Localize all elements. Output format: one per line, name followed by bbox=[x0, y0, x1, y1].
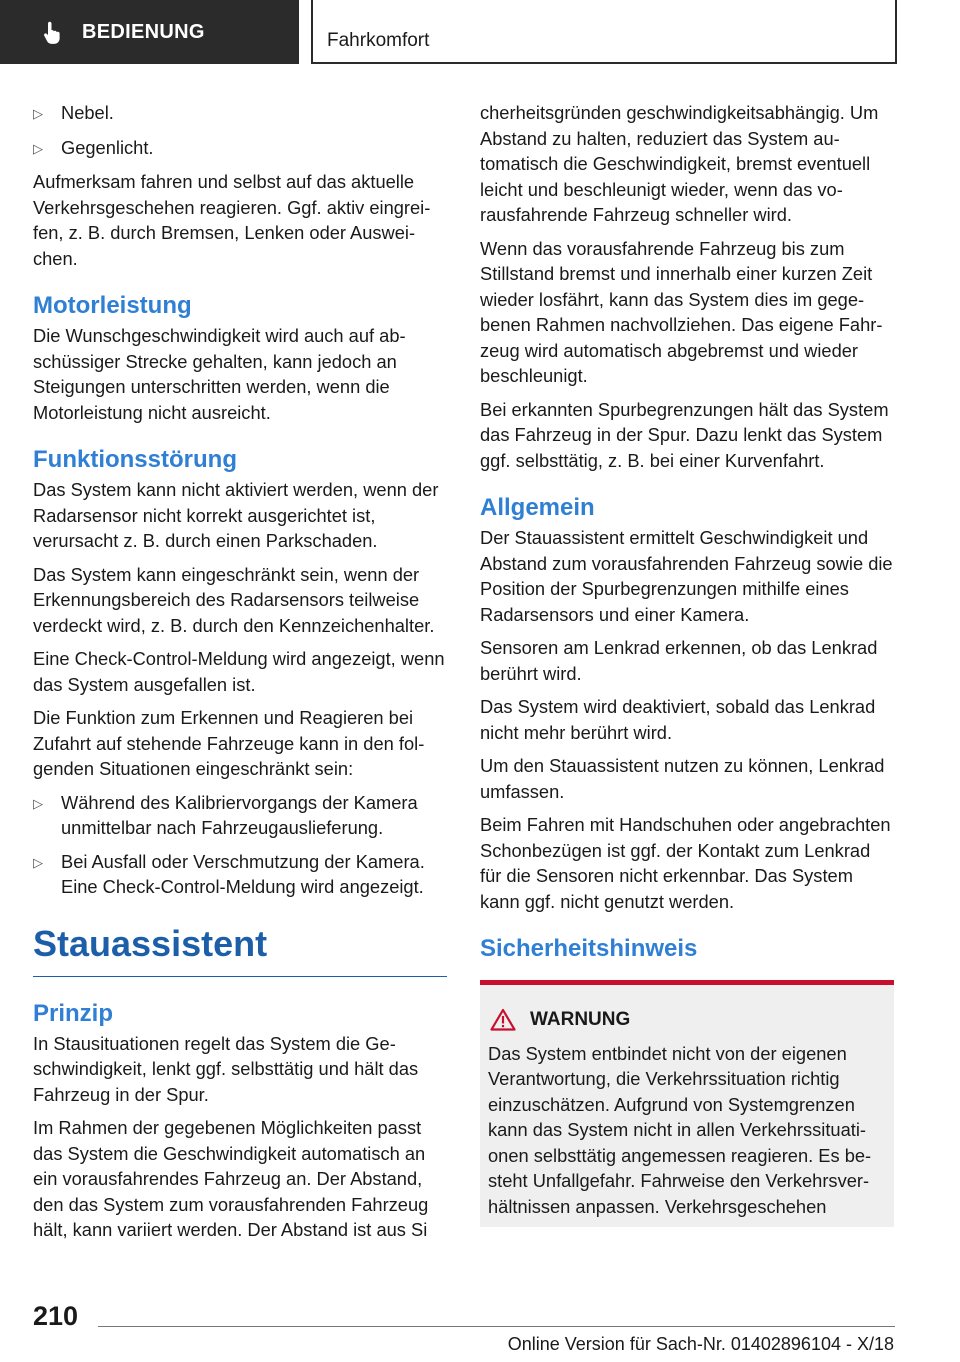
paragraph: Bei erkannten Spurbegrenzungen hält das System das Fahrzeug in der Spur. Dazu lenkt das System ggf. selbsttätig, z. B. bei einer Kurvenfahrt. bbox=[480, 398, 889, 471]
warning-box bbox=[480, 980, 894, 1227]
list-item: ▷ Nebel. bbox=[33, 100, 447, 127]
paragraph: Die Wunschgeschwindigkeit wird auch auf abschüssiger Strecke gehalten, kann jedoch an Steigungen unterschritten werden, wenn die Motorleistung nicht ausreicht. bbox=[33, 325, 406, 423]
heading-sicherheitshinweis: Sicherheitshinweis bbox=[480, 935, 698, 962]
right-column bbox=[480, 100, 894, 1227]
paragraph: Das System wird deaktiviert, sobald das Lenkrad nicht mehr berührt wird. bbox=[480, 696, 876, 743]
footer-text: Online Version für Sach-Nr. 01402896104 - X/18 bbox=[507, 1334, 894, 1354]
heading-stauassistent: Stauassistent bbox=[33, 922, 268, 964]
section-label: BEDIENUNG bbox=[82, 20, 205, 43]
footer-divider bbox=[98, 1326, 895, 1327]
paragraph: Um den Stauassistent nutzen zu können, Lenkrad umfassen. bbox=[480, 755, 885, 802]
chapter-header bbox=[311, 0, 897, 64]
section-tab bbox=[0, 0, 299, 64]
warning-text: Das System entbindet nicht von der eigenen Verantwortung, die Verkehrssituation richtig einzuschätzen. Aufgrund von Systemgrenzen kann das System nicht in allen Verkehrssituationen selbsttätig angemessen reagieren. Es besteht Unfallgefahr. Fahrweise den Verkehrsverhältnissen anpassen. Verkehrsgeschehen bbox=[488, 1042, 872, 1217]
paragraph: Im Rahmen der gegebenen Möglichkeiten passt das System die Geschwindigkeit automatisch an ein vorausfahrendes Fahrzeug an. Der Abstand, den das System zum vorausfahrenden Fahrzeug hält, kann variiert werden. Der Abstand ist aus Si bbox=[33, 1117, 429, 1240]
warning-triangle-icon bbox=[490, 1008, 516, 1031]
list-item: ▷ Gegenlicht. bbox=[33, 135, 447, 162]
list-item: ▷ Bei Ausfall oder Verschmutzung der Kamera. Eine Check-Control-Meldung wird angezeigt. bbox=[33, 849, 447, 900]
heading-allgemein: Allgemein bbox=[480, 494, 595, 521]
heading-prinzip: Prinzip bbox=[33, 999, 114, 1027]
paragraph: Eine Check-Control-Meldung wird angezeigt, wenn das System ausgefallen ist. bbox=[33, 648, 445, 695]
bullet-triangle-icon: ▷ bbox=[33, 854, 43, 870]
list-item: ▷ Während des Kalibriervorgangs der Kamera unmittelbar nach Fahrzeugauslieferung. bbox=[33, 790, 447, 841]
chapter-title: Fahrkomfort bbox=[327, 30, 430, 51]
bullet-triangle-icon: ▷ bbox=[33, 140, 43, 156]
paragraph: cherheitsgründen geschwindigkeitsabhängig. Um Abstand zu halten, reduziert das System automatisch die Geschwindigkeit, bremst eventuell leicht und beschleunigt wieder, wenn das vorausfahrende Fahrzeug schneller wird. bbox=[480, 102, 879, 225]
divider bbox=[33, 976, 447, 977]
paragraph: Aufmerksam fahren und selbst auf das aktuelle Verkehrsgeschehen reagieren. Ggf. aktiv eingreifen, z. B. durch Bremsen, Lenken oder Ausweichen. bbox=[33, 171, 431, 269]
warning-label: WARNUNG bbox=[530, 1009, 631, 1030]
paragraph: Das System kann nicht aktiviert werden, wenn der Radarsensor nicht korrekt ausgerichtet ist, verursacht z. B. durch einen Parkschaden. bbox=[33, 479, 439, 551]
page-footer bbox=[0, 1290, 960, 1362]
bullet-triangle-icon: ▷ bbox=[33, 795, 43, 811]
page-number: 210 bbox=[33, 1301, 79, 1331]
paragraph: Wenn das vorausfahrende Fahrzeug bis zum Stillstand bremst und innerhalb einer kurzen Zeit wieder losfährt, kann das System dies im gegebenen Rahmen nachvollziehen. Das eigene Fahrzeug wird automatisch abgebremst und wieder beschleunigt. bbox=[480, 237, 883, 386]
warning-header bbox=[488, 1007, 886, 1033]
paragraph: In Stausituationen regelt das System die Geschwindigkeit, lenkt ggf. selbsttätig und hält das Fahrzeug in der Spur. bbox=[33, 1032, 419, 1105]
paragraph: Sensoren am Lenkrad erkennen, ob das Lenkrad berührt wird. bbox=[480, 637, 878, 684]
paragraph: Beim Fahren mit Handschuhen oder angebrachten Schonbezügen ist ggf. der Kontakt zum Lenkrad für die Sensoren nicht erkennbar. Das System kann ggf. nicht genutzt werden. bbox=[480, 814, 891, 912]
bullet-triangle-icon: ▷ bbox=[33, 106, 43, 121]
paragraph: Der Stauassistent ermittelt Geschwindigkeit und Abstand zum vorausfahrenden Fahrzeug sowie die Position der Spurbegrenzungen mithilfe eines Radarsensors und einer Kamera. bbox=[480, 527, 893, 625]
paragraph: Die Funktion zum Erkennen und Reagieren bei Zufahrt auf stehende Fahrzeuge kann in den folgenden Situationen eingeschränkt sein: bbox=[33, 707, 425, 779]
heading-motorleistung: Motorleistung bbox=[33, 292, 192, 319]
left-column bbox=[33, 100, 447, 1251]
hand-pointer-icon bbox=[40, 19, 66, 45]
paragraph: Das System kann eingeschränkt sein, wenn der Erkennungsbereich des Radarsensors teilweise verdeckt wird, z. B. durch den Kennzeichenhalter. bbox=[33, 563, 435, 636]
heading-funktionsstoerung: Funktionsstörung bbox=[33, 446, 237, 473]
